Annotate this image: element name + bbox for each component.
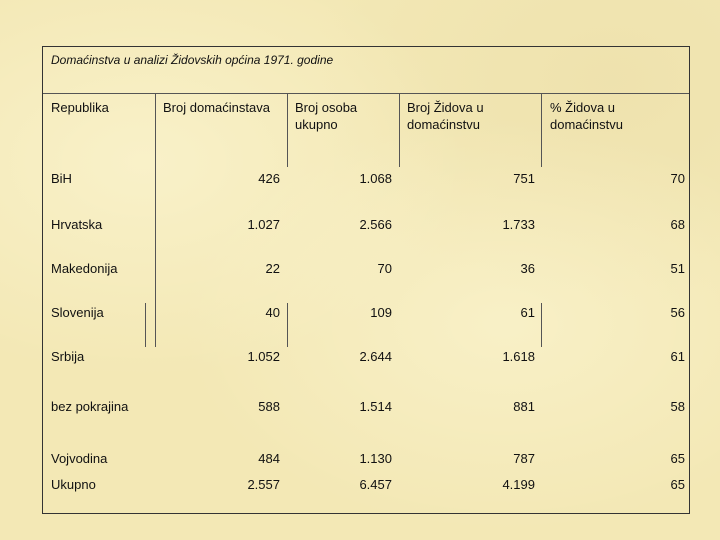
cell-jews: 1.618 <box>502 349 535 364</box>
cell-households: 426 <box>258 171 280 186</box>
cell-jews: 61 <box>520 305 535 320</box>
column-separator <box>541 94 542 167</box>
column-separator <box>155 303 156 347</box>
data-table <box>42 46 690 514</box>
header-broj-zidova: Broj Židova u domaćinstvu <box>407 100 484 132</box>
row-label: Vojvodina <box>51 451 108 466</box>
row-label: Ukupno <box>51 477 96 492</box>
cell-pct: 65 <box>670 451 685 466</box>
cell-jews: 787 <box>513 451 535 466</box>
cell-households: 588 <box>258 399 280 414</box>
cell-jews: 881 <box>513 399 535 414</box>
header-broj-osoba: Broj osoba ukupno <box>295 100 358 132</box>
cell-households: 1.027 <box>247 217 280 232</box>
cell-pct: 70 <box>670 171 685 186</box>
cell-persons: 2.566 <box>359 217 392 232</box>
cell-jews: 4.199 <box>502 477 535 492</box>
cell-persons: 2.644 <box>359 349 392 364</box>
column-separator <box>145 303 146 347</box>
cell-households: 40 <box>265 305 280 320</box>
cell-jews: 36 <box>520 261 535 276</box>
column-separator <box>155 94 156 303</box>
cell-pct: 58 <box>670 399 685 414</box>
cell-persons: 70 <box>377 261 392 276</box>
cell-persons: 6.457 <box>359 477 392 492</box>
column-separator <box>287 303 288 347</box>
cell-pct: 51 <box>670 261 685 276</box>
table-title: Domaćinstva u analizi Židovskih općina 1971. godine <box>51 53 334 67</box>
cell-persons: 1.068 <box>359 171 392 186</box>
row-label: Slovenija <box>51 305 104 320</box>
header-republika: Republika <box>51 100 109 115</box>
row-label: Srbija <box>51 349 85 364</box>
cell-persons: 1.130 <box>359 451 392 466</box>
header-broj-domacinstava: Broj domaćinstava <box>163 100 270 115</box>
cell-households: 1.052 <box>247 349 280 364</box>
row-label: Makedonija <box>51 261 118 276</box>
cell-persons: 109 <box>370 305 392 320</box>
cell-households: 484 <box>258 451 280 466</box>
cell-pct: 65 <box>670 477 685 492</box>
row-label: BiH <box>51 171 72 186</box>
cell-pct: 68 <box>670 217 685 232</box>
title-separator <box>43 93 689 94</box>
cell-pct: 56 <box>670 305 685 320</box>
header-pct-zidova: % Židova u domaćinstvu <box>550 100 623 132</box>
cell-persons: 1.514 <box>359 399 392 414</box>
cell-jews: 1.733 <box>502 217 535 232</box>
row-label: bez pokrajina <box>51 399 129 414</box>
cell-households: 2.557 <box>247 477 280 492</box>
column-separator <box>287 94 288 167</box>
cell-pct: 61 <box>670 349 685 364</box>
row-label: Hrvatska <box>51 217 103 232</box>
cell-jews: 751 <box>513 171 535 186</box>
cell-households: 22 <box>265 261 280 276</box>
column-separator <box>399 94 400 167</box>
column-separator <box>541 303 542 347</box>
